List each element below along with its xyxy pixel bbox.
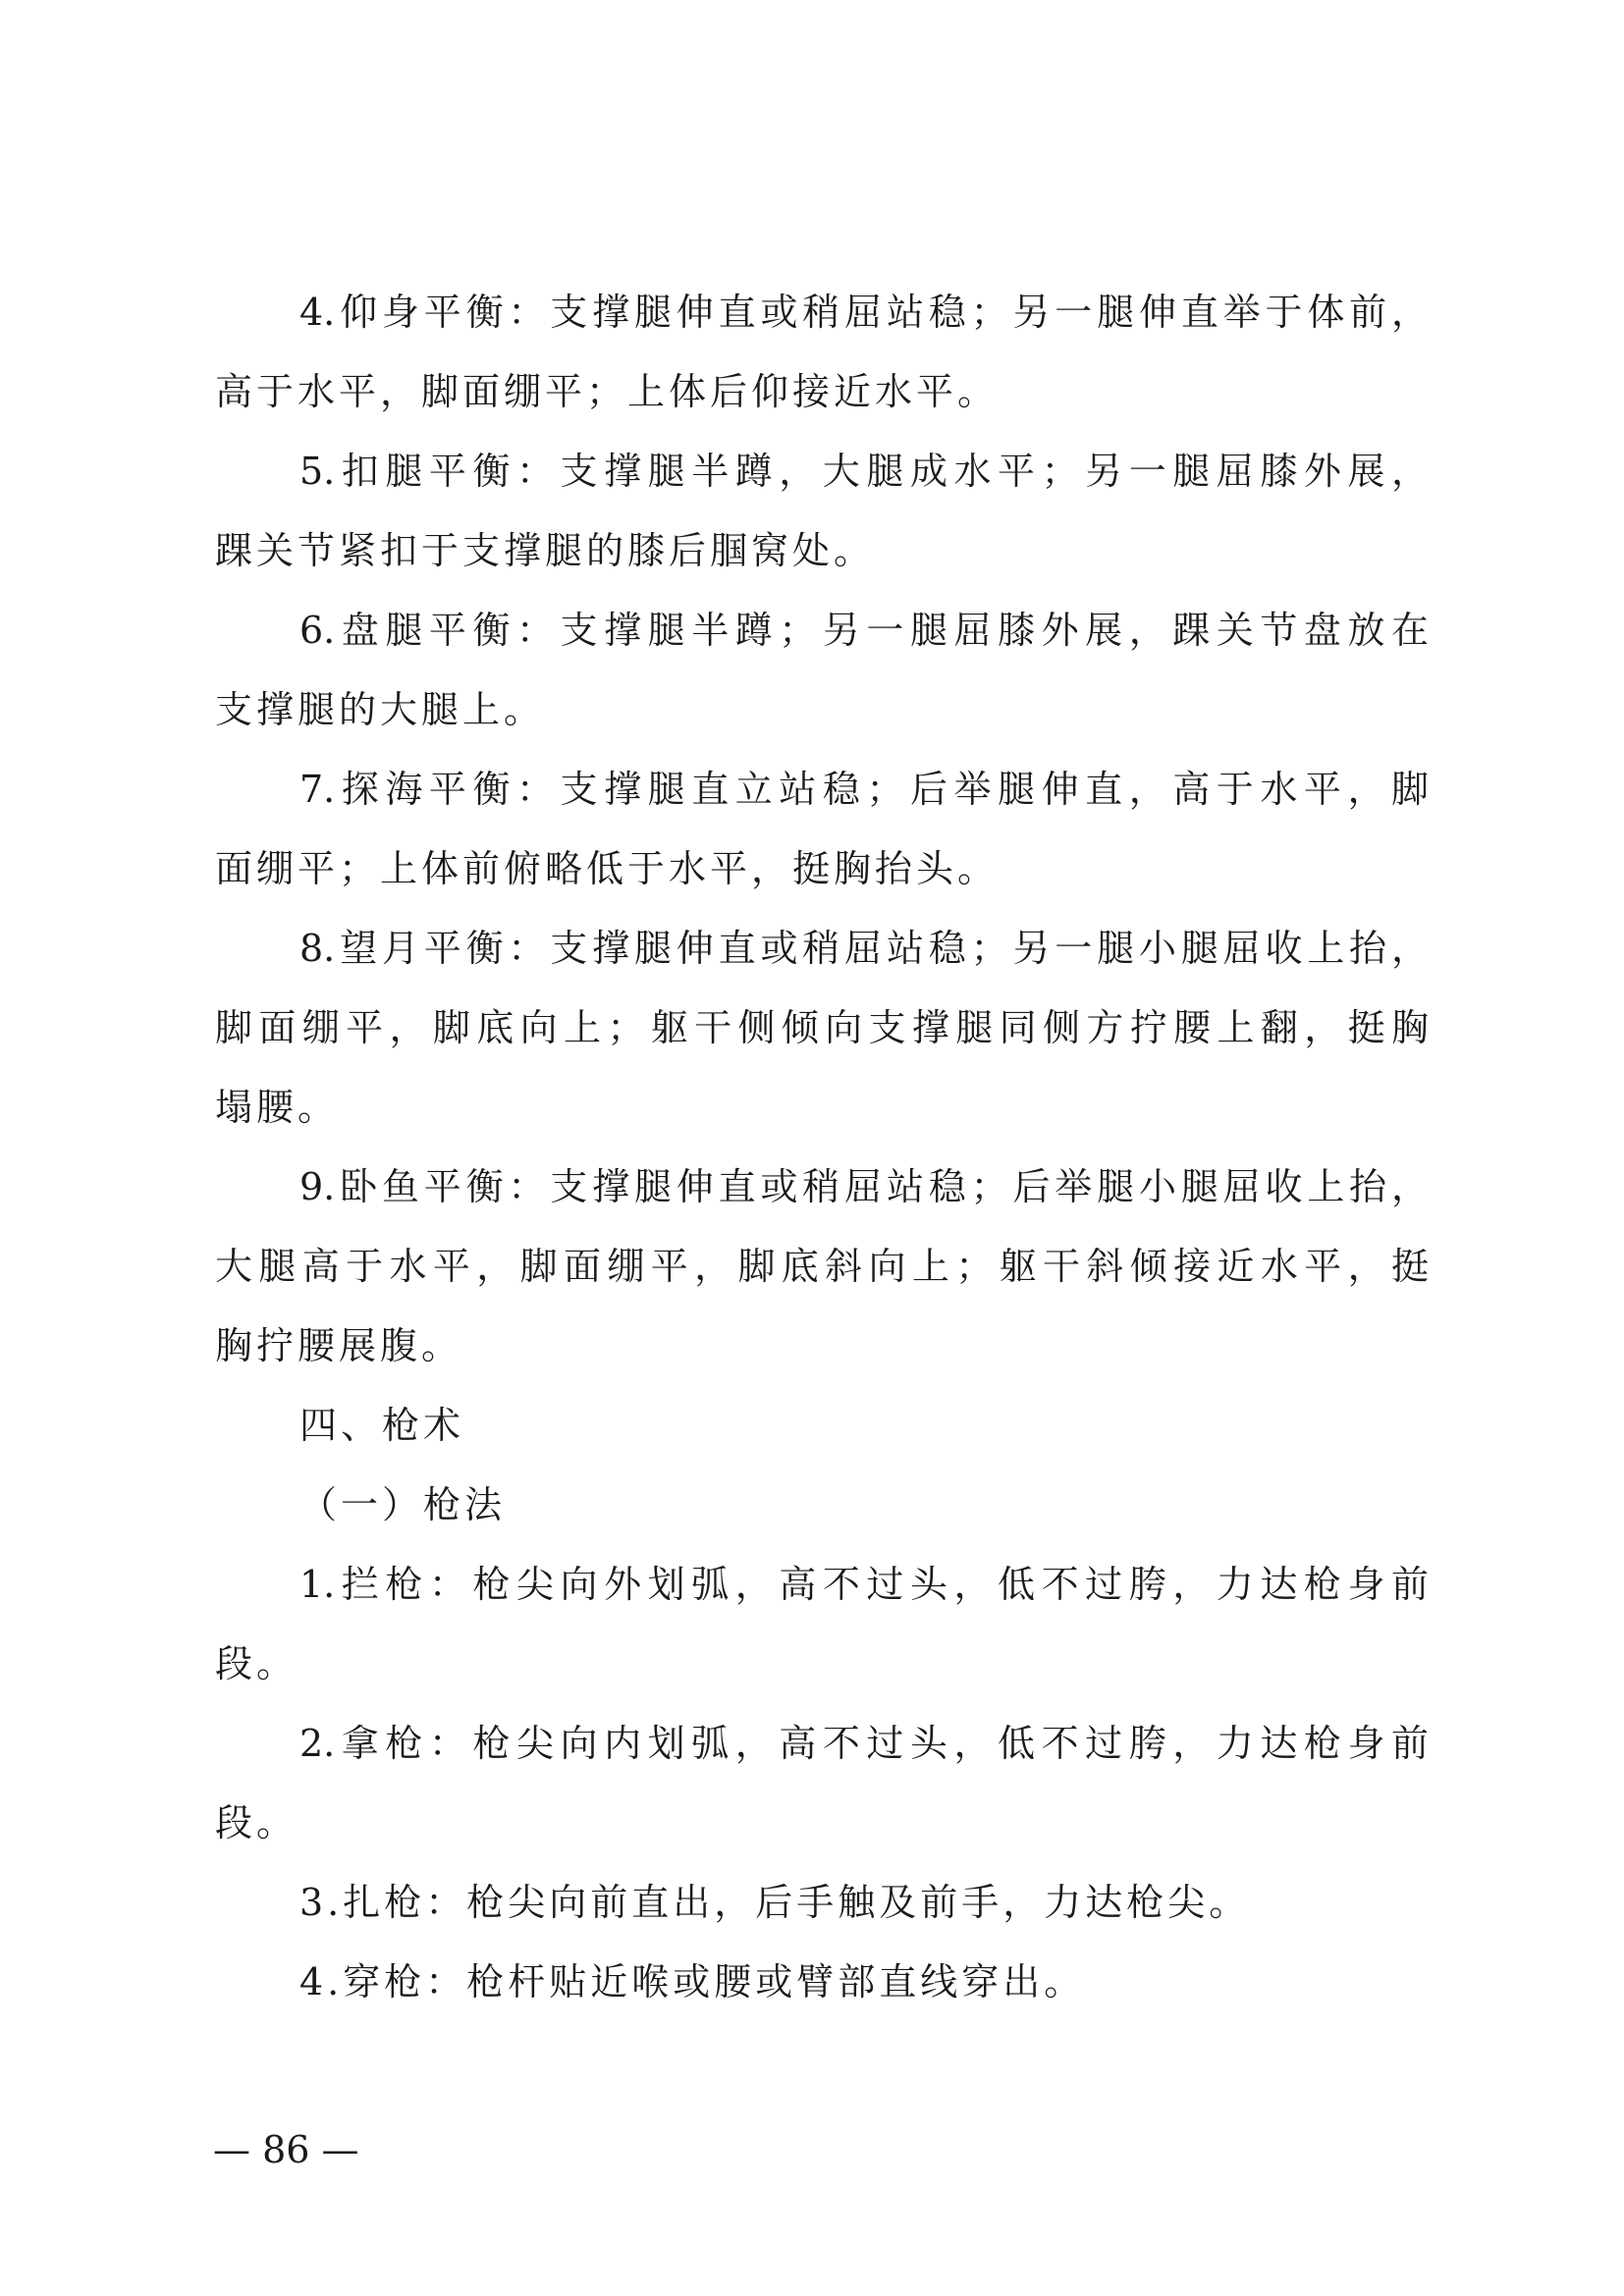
page-number: — 86 — <box>213 2128 359 2171</box>
paragraph-line: 踝关节紧扣于支撑腿的膝后腘窝处。 <box>215 529 876 572</box>
paragraph-line: 2.拿枪：枪尖向内划弧，高不过头，低不过胯，力达枪身前 <box>299 1722 1429 1765</box>
paragraph-line: 4.穿枪：枪杆贴近喉或腰或臂部直线穿出。 <box>299 1960 1086 2003</box>
paragraph-line: 大腿高于水平，脚面绷平，脚底斜向上；躯干斜倾接近水平，挺 <box>215 1245 1429 1288</box>
section-heading: 四、枪术 <box>299 1404 465 1447</box>
paragraph-line: 支撑腿的大腿上。 <box>215 688 546 731</box>
paragraph-line: 9.卧鱼平衡：支撑腿伸直或稍屈站稳；后举腿小腿屈收上抬， <box>299 1165 1429 1208</box>
paragraph-line: 6.盘腿平衡：支撑腿半蹲；另一腿屈膝外展，踝关节盘放在 <box>299 609 1429 652</box>
paragraph-line: 段。 <box>215 1642 298 1685</box>
paragraph-line: 段。 <box>215 1801 298 1844</box>
paragraph-line: 5.扣腿平衡：支撑腿半蹲，大腿成水平；另一腿屈膝外展， <box>299 450 1429 493</box>
paragraph-line: 高于水平，脚面绷平；上体后仰接近水平。 <box>215 370 1000 413</box>
paragraph-line: 面绷平；上体前俯略低于水平，挺胸抬头。 <box>215 847 1000 890</box>
paragraph-line: 3.扎枪：枪尖向前直出，后手触及前手，力达枪尖。 <box>299 1881 1251 1924</box>
paragraph-line: 4.仰身平衡：支撑腿伸直或稍屈站稳；另一腿伸直举于体前， <box>299 291 1429 334</box>
subsection-heading: （一）枪法 <box>299 1483 507 1526</box>
paragraph-line: 塌腰。 <box>215 1086 340 1129</box>
paragraph-line: 脚面绷平，脚底向上；躯干侧倾向支撑腿同侧方拧腰上翻，挺胸 <box>215 1006 1429 1049</box>
paragraph-line: 8.望月平衡：支撑腿伸直或稍屈站稳；另一腿小腿屈收上抬， <box>299 927 1429 970</box>
paragraph-line: 1.拦枪：枪尖向外划弧，高不过头，低不过胯，力达枪身前 <box>299 1563 1429 1606</box>
paragraph-line: 胸拧腰展腹。 <box>215 1324 463 1367</box>
paragraph-line: 7.探海平衡：支撑腿直立站稳；后举腿伸直，高于水平，脚 <box>299 768 1429 811</box>
